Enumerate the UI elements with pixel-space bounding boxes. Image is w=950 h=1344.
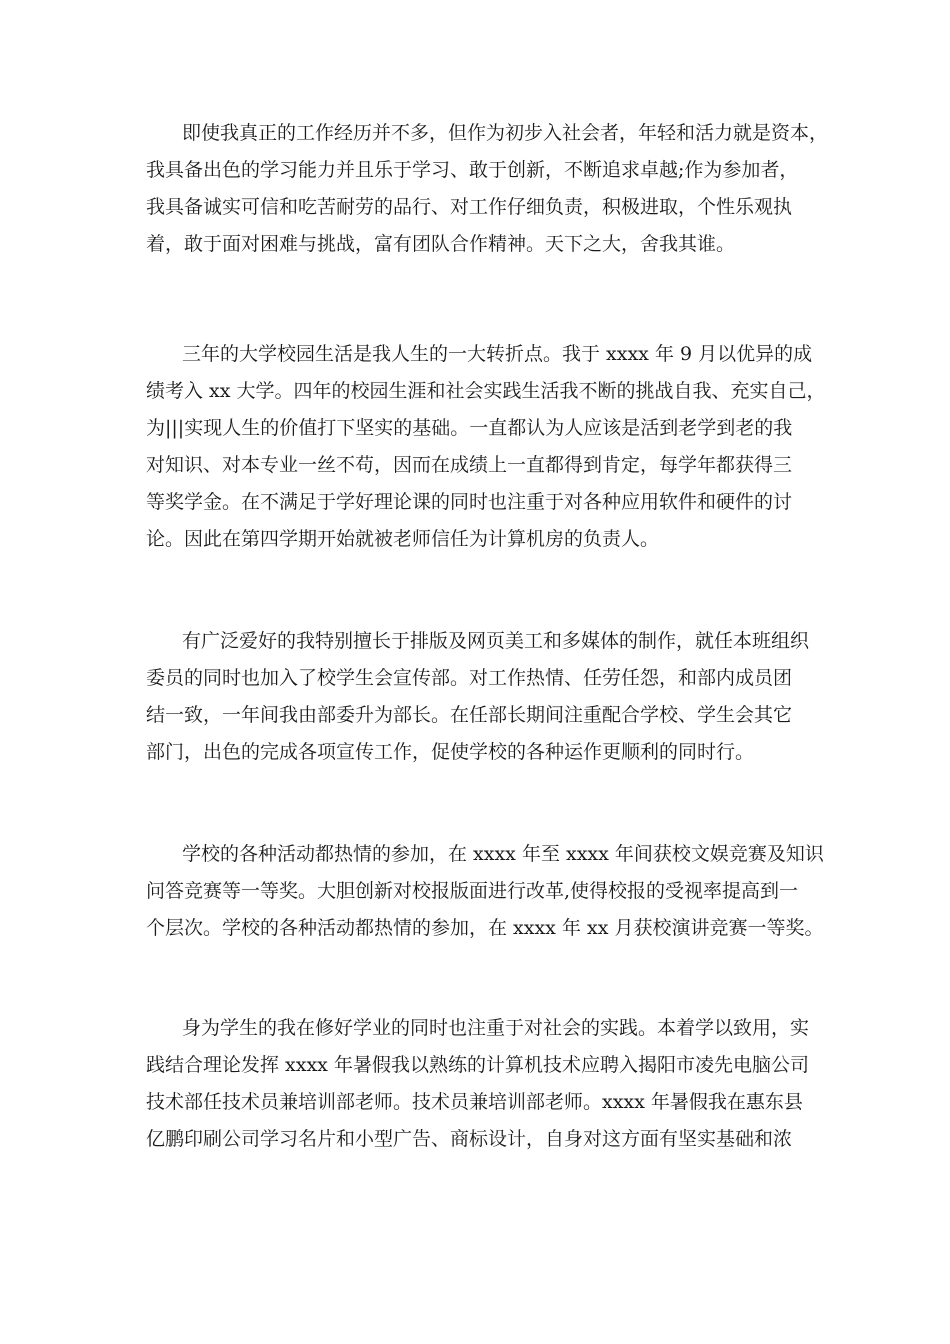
paragraph-line: 三年的大学校园生活是我人生的一大转折点。我于 xxxx 年 9 月以优异的成: [182, 343, 813, 365]
paragraph-line: 亿鹏印刷公司学习名片和小型广告、商标设计，自身对这方面有坚实基础和浓: [146, 1128, 793, 1150]
paragraph-line: 即使我真正的工作经历并不多，但作为初步入社会者，年轻和活力就是资本，: [182, 122, 829, 144]
paragraph-line: 有广泛爱好的我特别擅长于排版及网页美工和多媒体的制作，就任本班组织: [182, 630, 810, 652]
paragraph-2: [146, 336, 826, 558]
paragraph-line: 为|||实现人生的价值打下坚实的基础。一直都认为人应该是活到老学到老的我: [146, 417, 793, 439]
paragraph-5: [146, 1010, 818, 1158]
paragraph-line: 技术部任技术员兼培训部老师。技术员兼培训部老师。xxxx 年暑假我在惠东县: [146, 1091, 803, 1113]
paragraph-line: 部门，出色的完成各项宣传工作，促使学校的各种运作更顺利的同时行。: [146, 741, 755, 763]
paragraph-line: 个层次。学校的各种活动都热情的参加，在 xxxx 年 xx 月获校演讲竞赛一等奖。: [146, 917, 824, 939]
paragraph-line: 我具备出色的学习能力并且乐于学习、敢于创新，不断追求卓越;作为参加者，: [146, 159, 799, 181]
paragraph-line: 我具备诚实可信和吃苦耐劳的品行、对工作仔细负责，积极进取，个性乐观执: [146, 196, 793, 218]
paragraph-line: 着，敢于面对困难与挑战，富有团队合作精神。天下之大，舍我其谁。: [146, 233, 736, 255]
paragraph-line: 问答竞赛等一等奖。大胆创新对校报版面进行改革,使得校报的受视率提高到一: [146, 880, 799, 902]
paragraph-line: 践结合理论发挥 xxxx 年暑假我以熟练的计算机技术应聘入揭阳市凌先电脑公司: [146, 1054, 809, 1076]
paragraph-line: 等奖学金。在不满足于学好理论课的同时也注重于对各种应用软件和硬件的讨: [146, 491, 793, 513]
paragraph-line: 论。因此在第四学期开始就被老师信任为计算机房的负责人。: [146, 528, 660, 550]
paragraph-3: [146, 623, 818, 771]
paragraph-line: 身为学生的我在修好学业的同时也注重于对社会的实践。本着学以致用，实: [182, 1017, 810, 1039]
paragraph-line: 结一致，一年间我由部委升为部长。在任部长期间注重配合学校、学生会其它: [146, 704, 793, 726]
paragraph-line: 学校的各种活动都热情的参加，在 xxxx 年至 xxxx 年间获校文娱竞赛及知识: [182, 843, 824, 865]
paragraph-4: [146, 836, 824, 947]
paragraph-line: 委员的同时也加入了校学生会宣传部。对工作热情、任劳任怨，和部内成员团: [146, 667, 793, 689]
paragraph-line: 绩考入 xx 大学。四年的校园生涯和社会实践生活我不断的挑战自我、充实自己，: [146, 380, 826, 402]
paragraph-1: [146, 115, 829, 263]
paragraph-line: 对知识、对本专业一丝不苟，因而在成绩上一直都得到肯定，每学年都获得三: [146, 454, 793, 476]
